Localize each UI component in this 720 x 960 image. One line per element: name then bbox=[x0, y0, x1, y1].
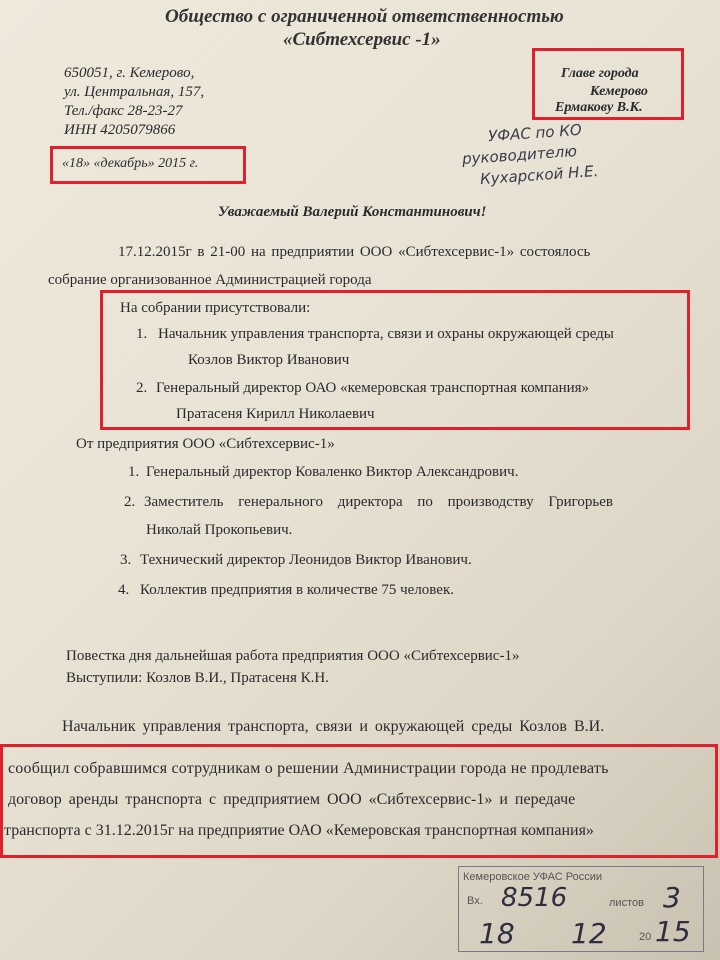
company-item-1: Генеральный директор Коваленко Виктор Александрович. bbox=[146, 464, 519, 480]
body-highlight bbox=[0, 744, 718, 858]
sender-address1: 650051, г. Кемерово, bbox=[64, 65, 195, 81]
company-item-3-num: 3. bbox=[120, 552, 132, 568]
stamp-sheets-value: 3 bbox=[663, 881, 681, 914]
recipient-highlight bbox=[532, 48, 684, 120]
company-item-4-num: 4. bbox=[118, 582, 130, 598]
org-name-line2: «Сибтехсервис -1» bbox=[283, 29, 441, 50]
resolution-line2: руководителю bbox=[461, 142, 578, 168]
stamp-year-suffix: 15 bbox=[655, 915, 691, 948]
attended-label: На собрании присутствовали: bbox=[120, 300, 311, 316]
resolution-line1: УФАС по КО bbox=[487, 120, 583, 146]
company-item-2-num: 2. bbox=[124, 494, 136, 510]
stamp-in-number: 8516 bbox=[501, 883, 568, 913]
attendee-1-title: Начальник управления транспорта, связи и охраны окружающей среды bbox=[158, 326, 614, 342]
stamp-day: 18 bbox=[479, 917, 515, 950]
date-highlight bbox=[50, 146, 246, 184]
stamp-year-prefix: 20 bbox=[639, 931, 652, 943]
agenda: Повестка дня дальнейшая работа предприятия ООО «Сибтехсервис-1» bbox=[66, 648, 520, 664]
org-name-line1: Общество с ограниченной ответственностью bbox=[165, 6, 564, 27]
stamp-sheets-label: листов bbox=[609, 897, 644, 909]
recipient-line1: Главе города bbox=[561, 66, 639, 81]
company-item-4: Коллектив предприятия в количестве 75 человек. bbox=[140, 582, 454, 598]
company-item-2: Заместитель генерального директора по производству Григорьев bbox=[144, 494, 613, 510]
attendee-1-name: Козлов Виктор Иванович bbox=[188, 352, 350, 368]
attendees-highlight bbox=[100, 290, 690, 430]
sender-inn: ИНН 4205079866 bbox=[64, 122, 176, 138]
registration-stamp bbox=[458, 866, 704, 952]
company-item-2-cont: Николай Прокопьевич. bbox=[146, 522, 293, 538]
company-item-1-num: 1. bbox=[128, 464, 140, 480]
body-line4: транспорта с 31.12.2015г на предприятие ОАО «Кемеровская транспортная компания» bbox=[4, 822, 594, 839]
salutation: Уважаемый Валерий Константинович! bbox=[218, 204, 487, 220]
stamp-office: Кемеровское УФАС России bbox=[463, 871, 602, 883]
speakers: Выступили: Козлов В.И., Пратасеня К.Н. bbox=[66, 670, 329, 686]
attendee-1-num: 1. bbox=[136, 326, 148, 342]
stamp-in-label: Вх. bbox=[467, 895, 483, 907]
stamp-month: 12 bbox=[571, 917, 607, 950]
recipient-line2: Кемерово bbox=[590, 84, 648, 99]
sender-address2: ул. Центральная, 157, bbox=[64, 84, 205, 100]
intro-line2: собрание организованное Администрацией города bbox=[48, 272, 372, 288]
body-line2: сообщил собравшимся сотрудникам о решении Администрации города не продлевать bbox=[8, 760, 609, 777]
sender-phone: Тел./факс 28-23-27 bbox=[64, 103, 183, 119]
body-line1: Начальник управления транспорта, связи и окружающей среды Козлов В.И. bbox=[62, 718, 605, 735]
attendee-2-num: 2. bbox=[136, 380, 148, 396]
attendee-2-name: Пратасеня Кирилл Николаевич bbox=[176, 406, 375, 422]
resolution-line3: Кухарской Н.Е. bbox=[479, 161, 599, 189]
attendee-2-title: Генеральный директор ОАО «кемеровская транспортная компания» bbox=[156, 380, 590, 396]
company-item-3: Технический директор Леонидов Виктор Иванович. bbox=[140, 552, 472, 568]
company-label: От предприятия ООО «Сибтехсервис-1» bbox=[76, 436, 335, 452]
intro-line1: 17.12.2015г в 21-00 на предприятии ООО «Сибтехсервис-1» состоялось bbox=[118, 244, 591, 260]
recipient-line3: Ермакову В.К. bbox=[555, 100, 643, 115]
letter-date: «18» «декабрь» 2015 г. bbox=[62, 156, 199, 171]
body-line3: договор аренды транспорта с предприятием ООО «Сибтехсервис-1» и передаче bbox=[8, 791, 576, 808]
